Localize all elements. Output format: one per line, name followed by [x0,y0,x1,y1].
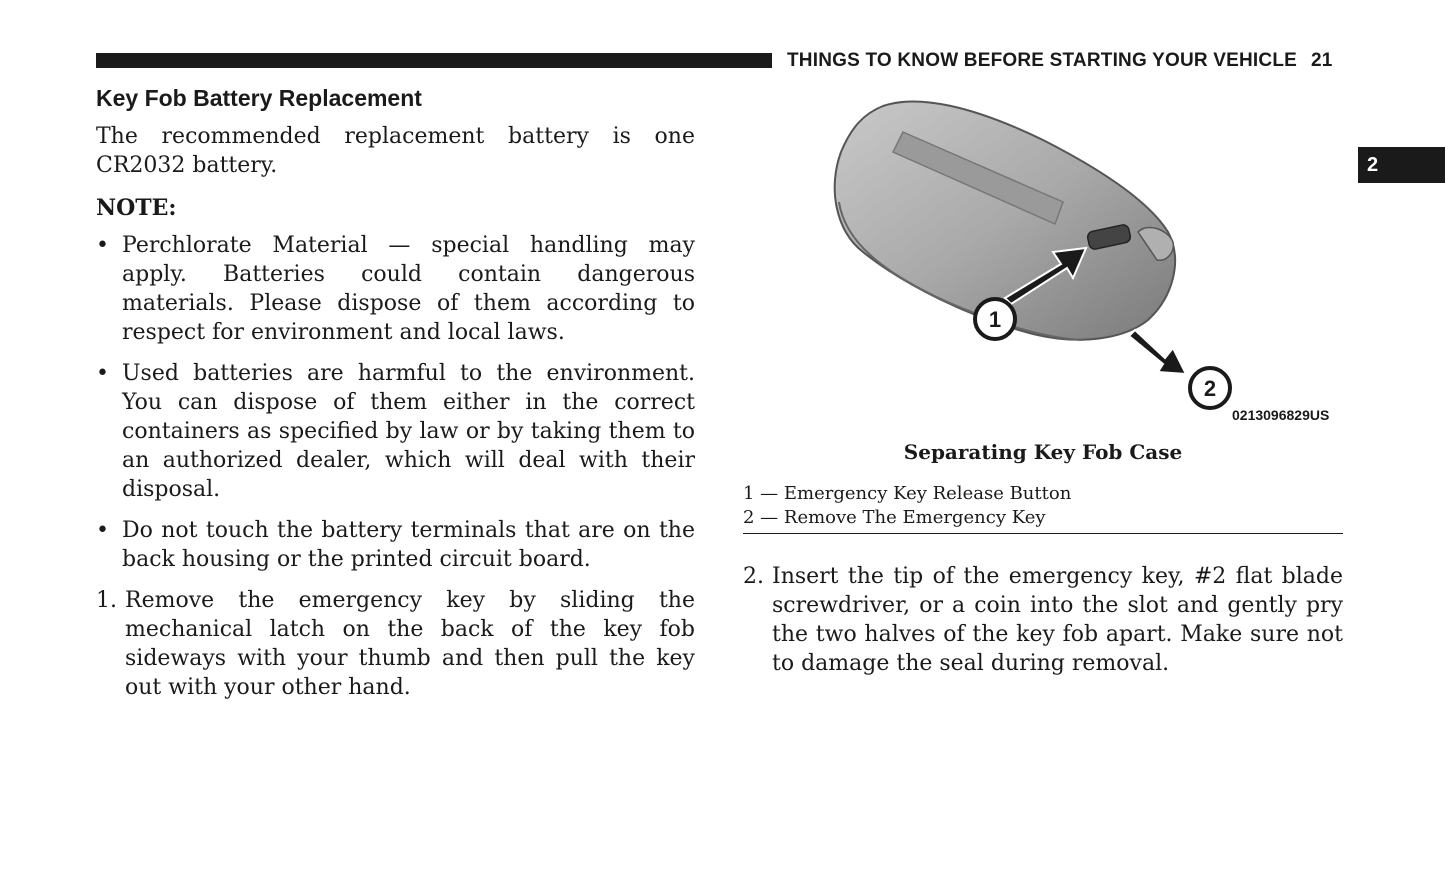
note-text: Do not touch the battery terminals that are on the back housing or the printed circuit board. [122,518,695,572]
bullet-icon: • [96,233,109,258]
running-header [787,50,1333,72]
left-column [96,84,695,702]
arrow-2-icon [1129,330,1186,374]
list-item [96,231,695,347]
step-list [96,586,695,702]
intro-paragraph: The recommended replacement battery is one CR2032 battery. [96,124,695,178]
step-item [743,562,1343,678]
figure-legend [743,482,1343,534]
legend-item-1: 1 — Emergency Key Release Button [743,483,1072,504]
page-number: 21 [1311,50,1333,71]
bullet-icon: • [96,361,109,386]
note-label: NOTE: [96,195,177,221]
step-number: 1. [96,588,117,613]
legend-item-2: 2 — Remove The Emergency Key [743,507,1046,528]
chapter-tab: 2 [1358,147,1445,183]
note-text: Perchlorate Material — special handling may apply. Batteries could contain dangerous materials. Please dispose of them according to respect for environment and local laws. [122,233,695,345]
callout-1 [975,299,1015,339]
bullet-icon: • [96,518,109,543]
key-fob-illustration [743,92,1343,432]
list-item [96,516,695,574]
note-text: Used batteries are harmful to the environment. You can dispose of them either in the correct containers as specified by law or by taking them to an authorized dealer, which will deal with their disposal. [122,361,695,502]
figure-code: 0213096829US [1232,407,1330,423]
step-item [96,586,695,702]
callout-1-label: 1 [988,307,1002,332]
right-column [743,562,1343,678]
header-rule [96,53,772,68]
figure-caption: Separating Key Fob Case [903,440,1183,464]
callout-2-label: 2 [1203,376,1217,401]
section-title: Key Fob Battery Replacement [96,85,422,111]
step-text: Insert the tip of the emergency key, #2 flat blade screwdriver, or a coin into the slot and gently pry the two halves of the key fob apart. Make sure not to damage the seal during removal. [772,564,1343,676]
list-item [96,359,695,504]
header-title: THINGS TO KNOW BEFORE STARTING YOUR VEHICLE [787,50,1298,71]
callout-2 [1190,368,1230,408]
step-text: Remove the emergency key by sliding the mechanical latch on the back of the key fob sideways with your thumb and then pull the key out with your other hand. [125,588,695,700]
note-list [96,231,695,574]
step-number: 2. [743,564,764,589]
